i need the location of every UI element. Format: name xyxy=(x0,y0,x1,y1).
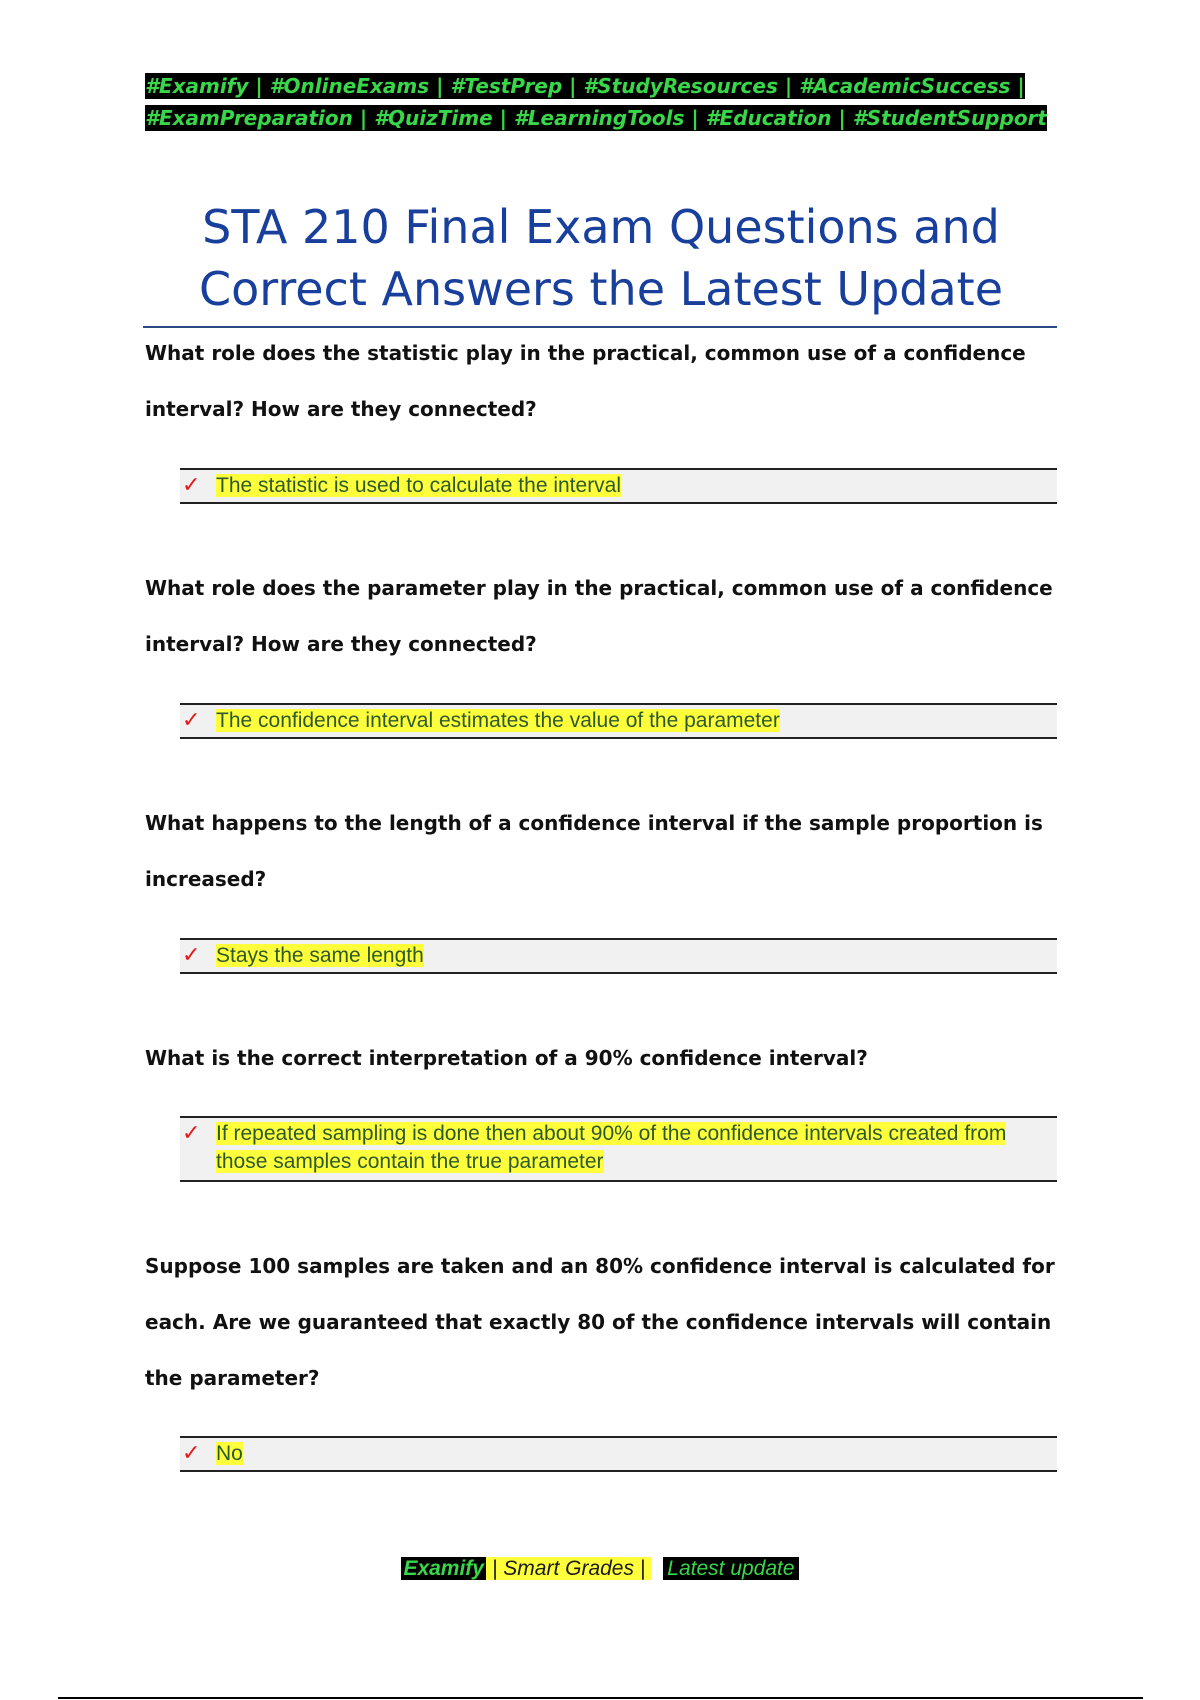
question-1: What role does the statistic play in the practical, common use of a confidence interval? How are they connected? xyxy=(145,341,1026,421)
answer-4: If repeated sampling is done then about 90% of the confidence intervals created from those samples contain the true parameter xyxy=(216,1122,1007,1173)
question-5: Suppose 100 samples are taken and an 80% confidence interval is calculated for each. Are we guaranteed that exactly 80 of the confidence intervals will contain the parameter? xyxy=(145,1254,1055,1390)
answer-box-5 xyxy=(180,1436,1057,1472)
answer-box-4 xyxy=(180,1116,1057,1182)
answer-box-3 xyxy=(180,938,1057,974)
question-2: What role does the parameter play in the practical, common use of a confidence interval? How are they connected? xyxy=(145,576,1053,656)
check-icon: ✓ xyxy=(182,1121,201,1146)
question-4: What is the correct interpretation of a 90% confidence interval? xyxy=(145,1046,868,1070)
page-bottom-divider xyxy=(58,1697,1143,1699)
answer-3: Stays the same length xyxy=(216,944,424,967)
hashtag-banner xyxy=(145,70,1065,134)
check-icon: ✓ xyxy=(182,1441,201,1466)
title-line-2: Correct Answers the Latest Update xyxy=(198,262,1003,316)
footer-latest-update: Latest update xyxy=(663,1557,798,1580)
footer-tagline: | Smart Grades | xyxy=(486,1557,651,1580)
answer-1: The statistic is used to calculate the interval xyxy=(216,474,622,497)
answer-box-1 xyxy=(180,468,1057,504)
page-footer xyxy=(0,1554,1200,1584)
check-icon: ✓ xyxy=(182,943,201,968)
answer-box-2 xyxy=(180,703,1057,739)
answer-5: No xyxy=(216,1442,243,1465)
footer-brand: Examify xyxy=(403,1557,484,1580)
page-title xyxy=(145,196,1057,320)
question-3: What happens to the length of a confidence interval if the sample proportion is increased? xyxy=(145,811,1043,891)
check-icon: ✓ xyxy=(182,708,201,733)
hashtag-line-1: #Examify | #OnlineExams | #TestPrep | #StudyResources | #AcademicSuccess | xyxy=(145,74,1025,98)
hashtag-line-2: #ExamPreparation | #QuizTime | #LearningTools | #Education | #StudentSupport xyxy=(145,106,1047,130)
answer-2: The confidence interval estimates the value of the parameter xyxy=(216,709,780,732)
check-icon: ✓ xyxy=(182,473,201,498)
title-line-1: STA 210 Final Exam Questions and xyxy=(202,200,1000,254)
